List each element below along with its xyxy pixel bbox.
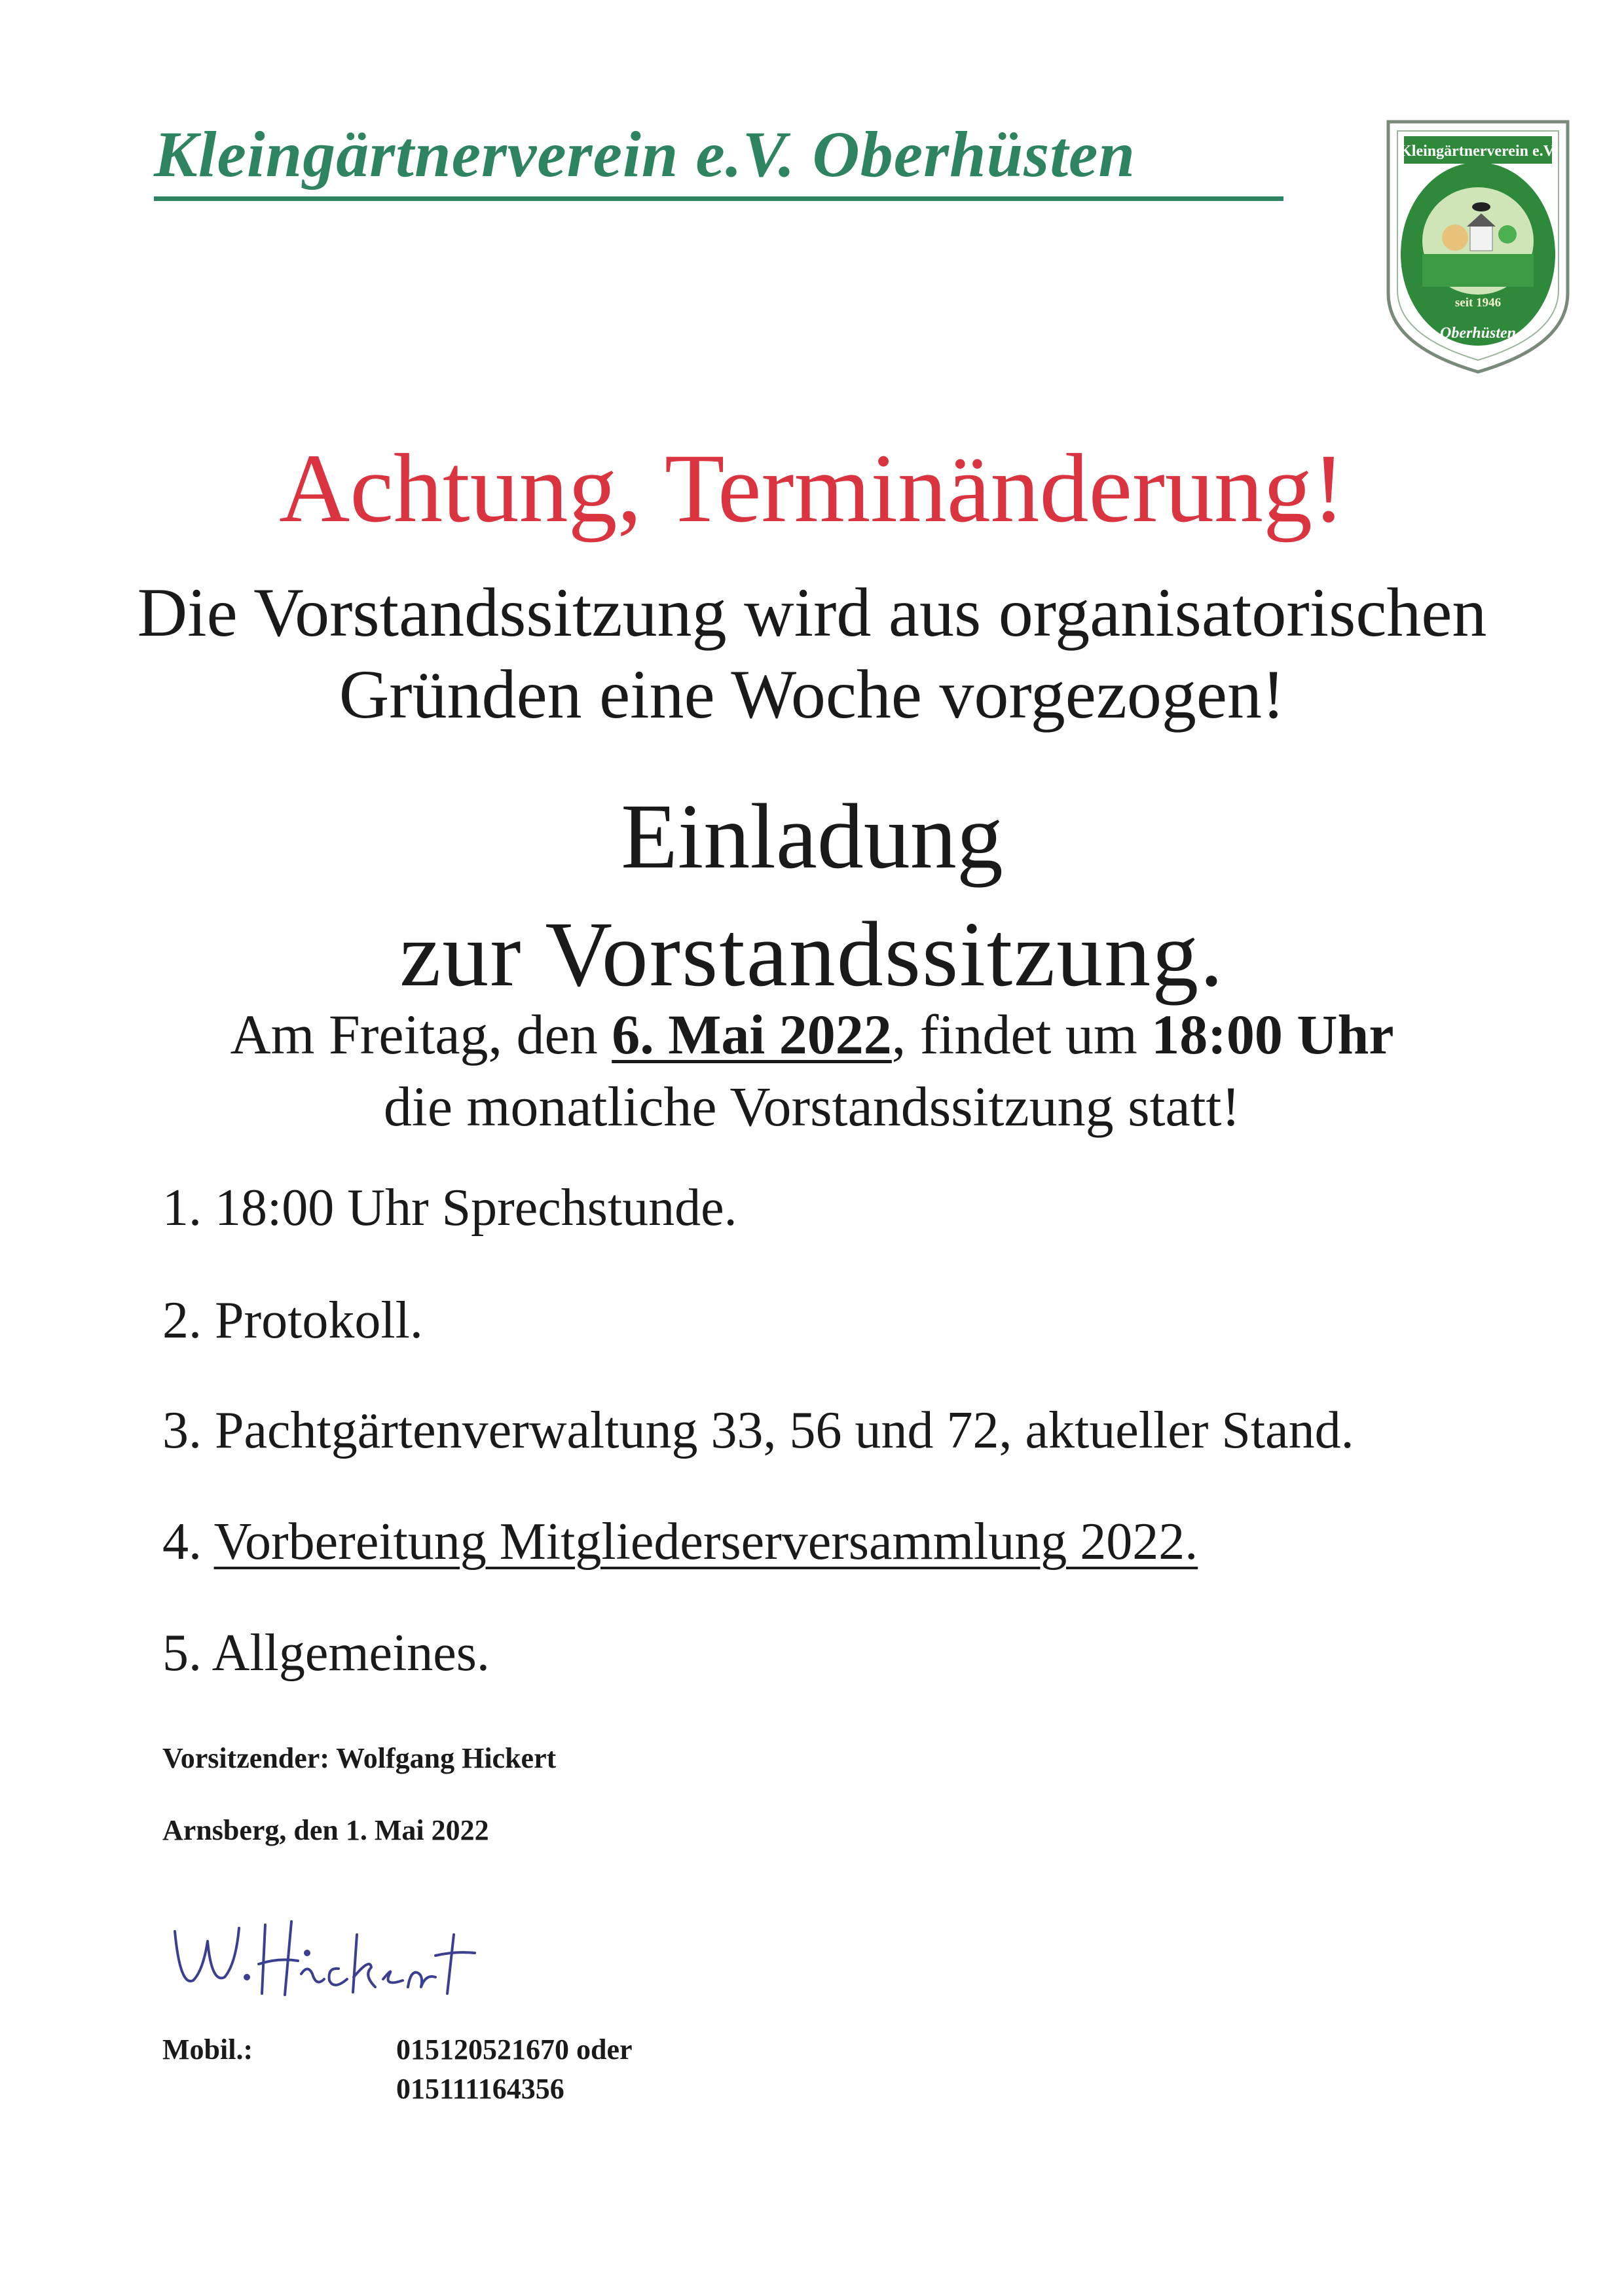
agenda-item	[162, 1291, 423, 1351]
headline-date-change: Achtung, Terminänderung!	[279, 434, 1345, 543]
club-name-underline	[154, 196, 1283, 201]
logo-top-text: Kleingärtnerverein e.V.	[1399, 143, 1557, 160]
meeting-time: 18:00 Uhr	[1151, 1003, 1394, 1066]
agenda-text: 18:00 Uhr Sprechstunde.	[215, 1179, 737, 1237]
notice-line-2: Gründen eine Woche vorgezogen!	[339, 656, 1285, 733]
mobile-label: Mobil.:	[162, 2033, 253, 2066]
agenda-text: Vorbereitung Mitgliederserversammlung 2022.	[213, 1513, 1198, 1571]
agenda-number: 3.	[162, 1402, 215, 1459]
logo-since-text: seit 1946	[1454, 296, 1502, 310]
notice-line-1: Die Vorstandssitzung wird aus organisatorischen	[137, 574, 1487, 651]
handwritten-signature	[167, 1895, 481, 2007]
mobile-number-1: 015120521670 oder	[396, 2033, 633, 2066]
logo-bottom-text: Oberhüsten	[1439, 325, 1517, 342]
agenda-number: 2.	[162, 1292, 215, 1349]
invitation-subtitle: zur Vorstandssitzung.	[399, 902, 1225, 1006]
datetime-prefix: Am Freitag, den	[230, 1003, 612, 1066]
agenda-number: 1.	[162, 1179, 215, 1237]
agenda-number: 4.	[162, 1513, 214, 1571]
agenda-item	[162, 1512, 1198, 1572]
club-name: Kleingärtnerverein e.V. Oberhüsten	[154, 118, 1135, 191]
invitation-title: Einladung	[621, 784, 1003, 888]
chairman: Vorsitzender: Wolfgang Hickert	[162, 1742, 557, 1774]
agenda-item	[162, 1178, 737, 1238]
datetime-middle: , findet um	[891, 1003, 1152, 1066]
meeting-datetime	[0, 1002, 1624, 1067]
agenda-number: 5.	[162, 1624, 212, 1682]
mobile-number-2: 015111164356	[396, 2073, 564, 2105]
agenda-text: Protokoll.	[215, 1292, 423, 1349]
club-logo	[1383, 117, 1573, 375]
place-date: Arnsberg, den 1. Mai 2022	[162, 1814, 489, 1846]
meeting-description: die monatliche Vorstandssitzung statt!	[383, 1075, 1241, 1138]
agenda-text: Allgemeines.	[212, 1624, 490, 1682]
meeting-date: 6. Mai 2022	[612, 1003, 892, 1066]
agenda-item	[162, 1401, 1354, 1461]
agenda-item	[162, 1624, 490, 1683]
agenda-text: Pachtgärtenverwaltung 33, 56 und 72, aktueller Stand.	[215, 1402, 1354, 1459]
